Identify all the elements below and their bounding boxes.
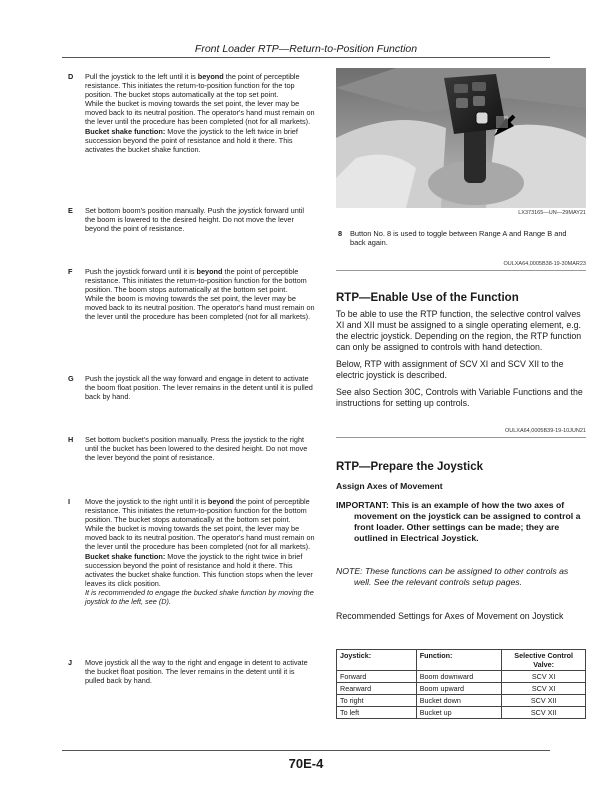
step-j (68, 658, 316, 685)
caption-number: 8 (338, 229, 343, 238)
page-number: 70E-4 (288, 756, 324, 771)
step-body (85, 206, 316, 233)
joystick-photo (336, 68, 586, 208)
reference-rule-2 (336, 437, 586, 438)
enable-paragraph-2: Below, RTP with assignment of SCV XI and SCV XII to the electric joystick is described. (336, 359, 564, 380)
page-header-title: Front Loader RTP—Return-to-Position Function (194, 43, 418, 55)
step-body (85, 267, 316, 322)
table-cell: Forward (337, 671, 417, 683)
table-cell: To right (337, 695, 417, 707)
table-cell: SCV XI (502, 683, 586, 695)
step-paragraph: It is recommended to engage the bucked shake function by moving the joystick to the left, see (D). (85, 587, 314, 607)
reference-rule-1 (336, 270, 586, 271)
section-enable-body (336, 309, 586, 415)
table-header-valve: Selective Control Valve: (502, 650, 586, 671)
header-rule (62, 57, 550, 58)
step-letter: J (68, 658, 73, 667)
table-cell: Bucket up (416, 707, 502, 719)
step-paragraph: While the bucket is moving towards the set point, the lever may be moved back to its neutral position. The operator's hand must remain on the lever until the procedure has been completed (not for all markets). (85, 524, 315, 552)
figure-code: LX373165—UN—29MAY21 (518, 210, 586, 216)
table-row (337, 695, 586, 707)
reference-code-1: OULXA64,0005B38-19-30MAR23 (503, 261, 586, 267)
axes-settings-table-wrap (336, 649, 586, 719)
reference-code-2: OULXA64,0005B39-19-10JUN21 (504, 428, 586, 434)
step-d (68, 72, 316, 154)
table-row (337, 683, 586, 695)
step-paragraph: Bucket shake function: Move the joystick to the right twice in brief succession beyond the point of resistance and hold it there. This activates the bucket shake function. This function stops when the lever leaves its click position. (85, 551, 313, 588)
table-header-joystick: Joystick: (337, 650, 417, 671)
subheading-assign-axes: Assign Axes of Movement (336, 481, 443, 491)
step-e (68, 206, 316, 233)
important-text: IMPORTANT: This is an example of how the two axes of movement on the joystick can be assigned to control a front loader. Other settings can be made; they are outlined in Electrical Joystick. (336, 500, 581, 543)
table-cell: SCV XI (502, 671, 586, 683)
table-header-function: Function: (416, 650, 502, 671)
step-paragraph: While the bucket is moving towards the set point, the lever may be moved back to its neutral position. The operator's hand must remain on the lever until the procedure has been completed (not for all markets). (85, 99, 315, 127)
step-paragraph: Push the joystick forward until it is beyond the point of perceptible resistance. This initiates the return-to-position function for the bottom position. The boom stops automatically at the bottom set point. (85, 267, 307, 295)
step-i (68, 497, 316, 606)
step-letter: E (68, 206, 73, 215)
table-cell: Boom upward (416, 683, 502, 695)
table-title: Recommended Settings for Axes of Movement on Joystick (336, 611, 564, 621)
section-title-enable: RTP—Enable Use of the Function (336, 292, 519, 304)
step-paragraph: Pull the joystick to the left until it is beyond the point of perceptible resistance. This initiates the return-to-position function for the top position. The bucket stops automatically at the top set point. (85, 72, 300, 100)
step-body (85, 658, 316, 685)
table-header-row (337, 650, 586, 671)
step-letter: G (68, 374, 74, 383)
joystick-photo-icon (336, 68, 586, 208)
note-text: NOTE: These functions can be assigned to other controls as well. See the relevant controls setup pages. (336, 566, 569, 587)
step-paragraph: Set bottom bucket's position manually. Press the joystick to the right until the bucket has been lowered to the desired height. Do not move the lever beyond the point of resistance. (85, 435, 308, 463)
step-letter: F (68, 267, 73, 276)
footer-rule (62, 750, 550, 751)
table-cell: SCV XII (502, 707, 586, 719)
caption-text: Button No. 8 is used to toggle between Range A and Range B and back again. (350, 229, 567, 248)
table-cell: Boom downward (416, 671, 502, 683)
table-cell: Rearward (337, 683, 417, 695)
step-paragraph: Push the joystick all the way forward and engage in detent to activate the boom float position. The lever remains in the detent until it is pulled back by hand. (85, 374, 313, 402)
step-paragraph: Move joystick all the way to the right and engage in detent to activate the bucket float position. The lever remains in the detent until it is pulled back by hand. (85, 658, 308, 686)
step-g (68, 374, 316, 401)
figure-caption (338, 229, 584, 247)
step-paragraph: Set bottom boom's position manually. Push the joystick forward until the boom is lowered to the desired height. Do not move the lever beyond the point of resistance. (85, 206, 305, 234)
enable-paragraph-1: To be able to use the RTP function, the selective control valves XI and XII must be assigned to a single operating element, e.g. the electric joystick. Depending on the region, the RTP function can only be assigned to controls with hand detection. (336, 309, 582, 352)
step-letter: I (68, 497, 71, 506)
table-cell: To left (337, 707, 417, 719)
step-letter: D (68, 72, 74, 81)
axes-settings-table (336, 649, 586, 719)
section-title-prepare: RTP—Prepare the Joystick (336, 461, 484, 473)
step-letter: H (68, 435, 74, 444)
step-h (68, 435, 316, 462)
step-body (85, 374, 316, 401)
important-notice (336, 500, 586, 544)
step-paragraph: Move the joystick to the right until it is beyond the point of perceptible resistance. This initiates the return-to-position function for the bottom position. The bucket stops automatically at the bottom set point. (85, 497, 310, 525)
table-row (337, 707, 586, 719)
step-f (68, 267, 316, 322)
step-body (85, 435, 316, 462)
step-paragraph: Bucket shake function: Move the joystick to the left twice in brief succession beyond the point of resistance and hold it there. This activates the bucket shake function. (85, 126, 298, 154)
step-paragraph: While the boom is moving towards the set point, the lever may be moved back to its neutral position. The operator's hand must remain on the lever until the procedure has been completed (not for all markets). (85, 294, 315, 322)
enable-paragraph-3: See also Section 30C, Controls with Variable Functions and the instructions for setting up controls. (336, 387, 583, 408)
table-cell: SCV XII (502, 695, 586, 707)
table-row (337, 671, 586, 683)
step-body (85, 72, 316, 154)
step-body (85, 497, 316, 606)
table-cell: Bucket down (416, 695, 502, 707)
